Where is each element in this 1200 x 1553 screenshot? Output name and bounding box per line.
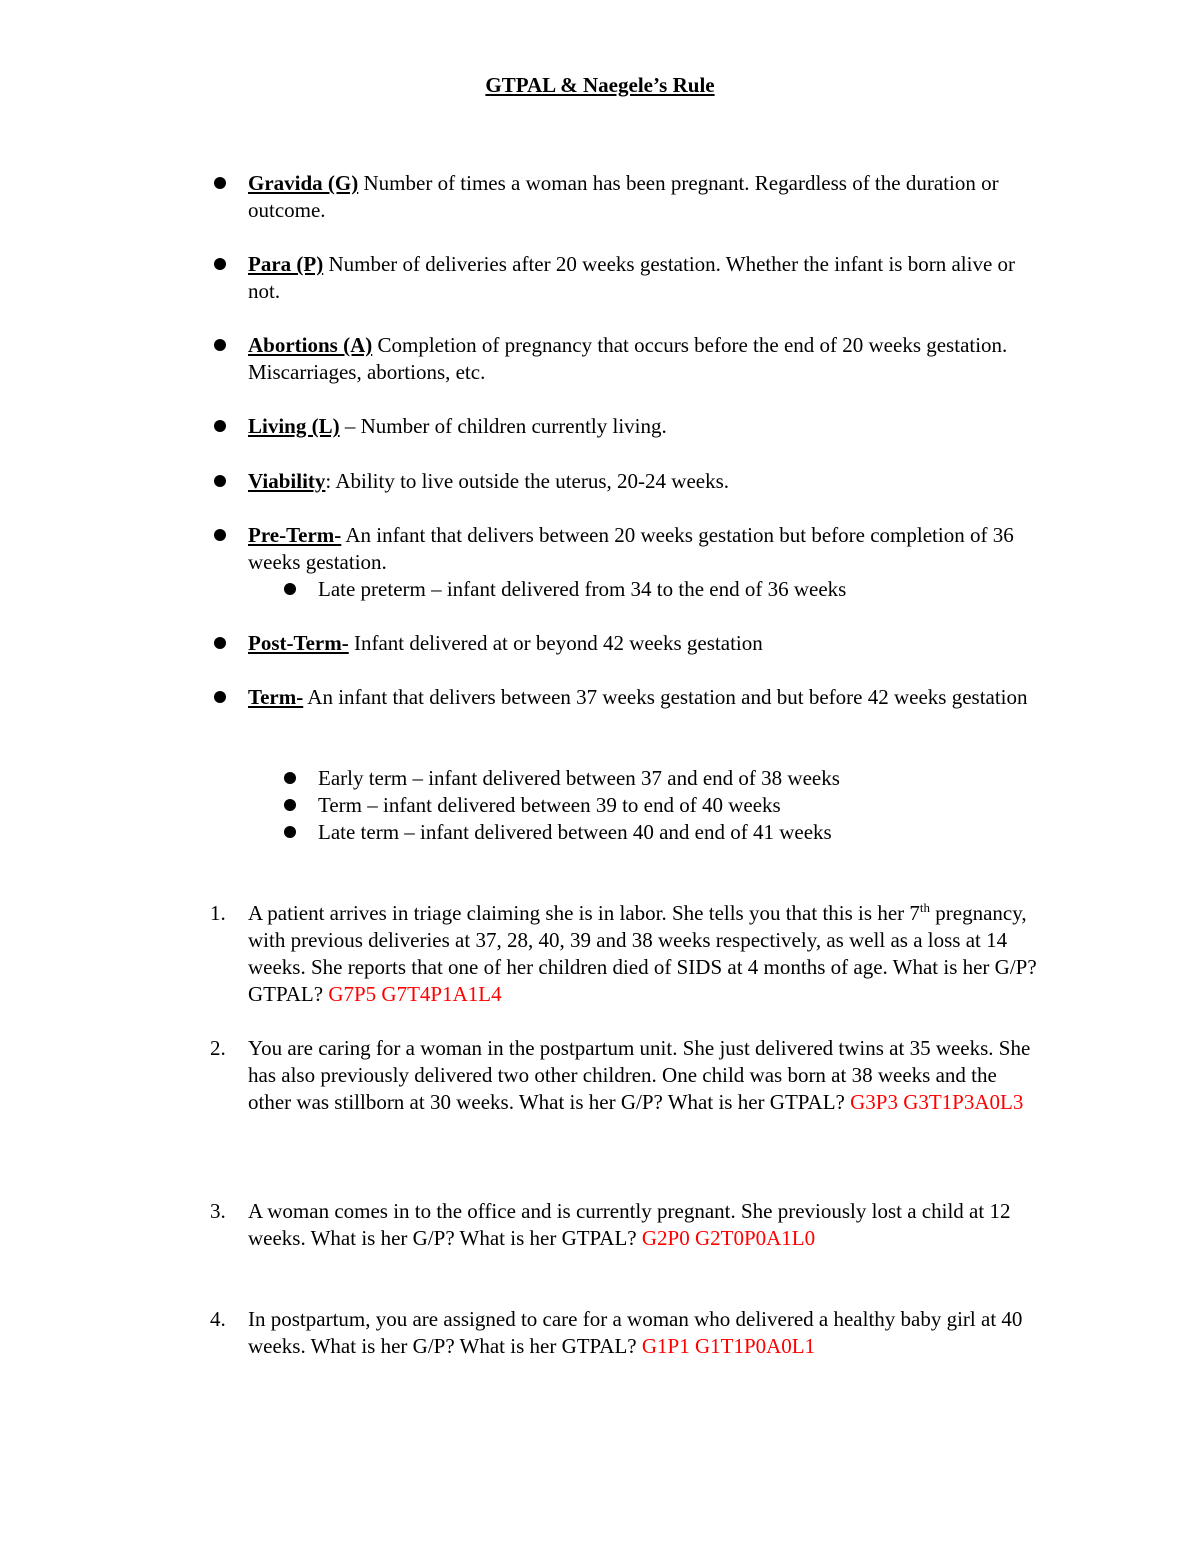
subitem-early-term bbox=[318, 765, 1018, 792]
bullet-icon bbox=[284, 826, 296, 838]
bullet-icon bbox=[214, 339, 226, 351]
subitem-term bbox=[318, 792, 1018, 819]
question-4 bbox=[210, 1306, 1038, 1360]
bullet-icon bbox=[214, 691, 226, 703]
answer-text: G2P0 G2T0P0A1L0 bbox=[641, 1226, 816, 1250]
question-number: 2. bbox=[210, 1036, 226, 1060]
definition-text: Infant delivered at or beyond 42 weeks gestation bbox=[348, 631, 763, 655]
question-number: 3. bbox=[210, 1199, 226, 1223]
question-1 bbox=[210, 900, 1038, 1008]
definition-term: Abortions (A) bbox=[248, 333, 373, 357]
subitem-late-term bbox=[318, 819, 1018, 846]
question-number: 1. bbox=[210, 901, 226, 925]
question-number: 4. bbox=[210, 1307, 226, 1331]
definition-term: Para (P) bbox=[248, 252, 324, 276]
bullet-icon bbox=[284, 799, 296, 811]
bullet-icon bbox=[284, 583, 296, 595]
bullet-icon bbox=[214, 258, 226, 270]
answer-text: G3P3 G3T1P3A0L3 bbox=[850, 1090, 1024, 1114]
question-text: In postpartum, you are assigned to care for a woman who delivered a healthy baby girl at 40 weeks. What is her G/P? What is her GTPAL? bbox=[248, 1307, 1023, 1358]
subitem-text: Late term – infant delivered between 40 and end of 41 weeks bbox=[318, 820, 832, 844]
definition-term: Gravida (G) bbox=[248, 171, 359, 195]
definition-term: Pre-Term- bbox=[248, 523, 342, 547]
definition-viability bbox=[248, 468, 1038, 495]
subitem-text: Early term – infant delivered between 37 and end of 38 weeks bbox=[318, 766, 840, 790]
definition-text: An infant that delivers between 37 weeks gestation and but before 42 weeks gestation bbox=[303, 685, 1028, 709]
definition-text: Number of times a woman has been pregnant. Regardless of the duration or outcome. bbox=[248, 171, 999, 222]
question-text: pregnancy, with previous deliveries at 37, 28, 40, 39 and 38 weeks respectively, as well as a loss at 14 weeks. She reports that one of her children died of SIDS at 4 months of age. What is her G/P? GTPAL? bbox=[248, 901, 1037, 1006]
page-title: GTPAL & Naegele’s Rule bbox=[485, 73, 715, 97]
definition-postterm bbox=[248, 630, 1038, 657]
definition-term: Term- bbox=[248, 685, 304, 709]
question-2 bbox=[210, 1035, 1038, 1116]
question-text: A woman comes in to the office and is currently pregnant. She previously lost a child at 12 weeks. What is her G/P? What is her GTPAL? bbox=[248, 1199, 1011, 1250]
answer-text: G1P1 G1T1P0A0L1 bbox=[641, 1334, 816, 1358]
subitem-text: Term – infant delivered between 39 to end of 40 weeks bbox=[318, 793, 781, 817]
definition-term: Post-Term- bbox=[248, 631, 349, 655]
definition-preterm bbox=[248, 522, 1038, 576]
definition-term bbox=[248, 684, 1038, 711]
bullet-icon bbox=[214, 177, 226, 189]
question-text: A patient arrives in triage claiming she is in labor. She tells you that this is her 7 bbox=[248, 901, 920, 925]
definition-text: : Ability to live outside the uterus, 20-24 weeks. bbox=[325, 469, 730, 493]
definition-text: Completion of pregnancy that occurs before the end of 20 weeks gestation. Miscarriages, abortions, etc. bbox=[248, 333, 1008, 384]
subitem-late-preterm bbox=[318, 576, 1018, 603]
bullet-icon bbox=[284, 772, 296, 784]
definition-text: – Number of children currently living. bbox=[339, 414, 667, 438]
definition-term: Viability bbox=[248, 469, 326, 493]
answer-text: G7P5 G7T4P1A1L4 bbox=[328, 982, 502, 1006]
bullet-icon bbox=[214, 420, 226, 432]
bullet-icon bbox=[214, 529, 226, 541]
question-text: You are caring for a woman in the postpartum unit. She just delivered twins at 35 weeks. She has also previously delivered two other children. One child was born at 38 weeks and the other was stillborn at 30 weeks. What is her G/P? What is her GTPAL? bbox=[248, 1036, 1031, 1114]
definition-term: Living (L) bbox=[248, 414, 340, 438]
superscript: th bbox=[919, 900, 931, 915]
bullet-icon bbox=[214, 475, 226, 487]
definition-text: An infant that delivers between 20 weeks gestation but before completion of 36 weeks gestation. bbox=[248, 523, 1014, 574]
definition-living bbox=[248, 413, 1038, 440]
definition-para bbox=[248, 251, 1038, 305]
bullet-icon bbox=[214, 637, 226, 649]
definition-text: Number of deliveries after 20 weeks gestation. Whether the infant is born alive or not. bbox=[248, 252, 1016, 303]
subitem-text: Late preterm – infant delivered from 34 to the end of 36 weeks bbox=[318, 577, 847, 601]
definition-abortions bbox=[248, 332, 1038, 386]
definition-gravida bbox=[248, 170, 1038, 224]
question-3 bbox=[210, 1198, 1038, 1252]
